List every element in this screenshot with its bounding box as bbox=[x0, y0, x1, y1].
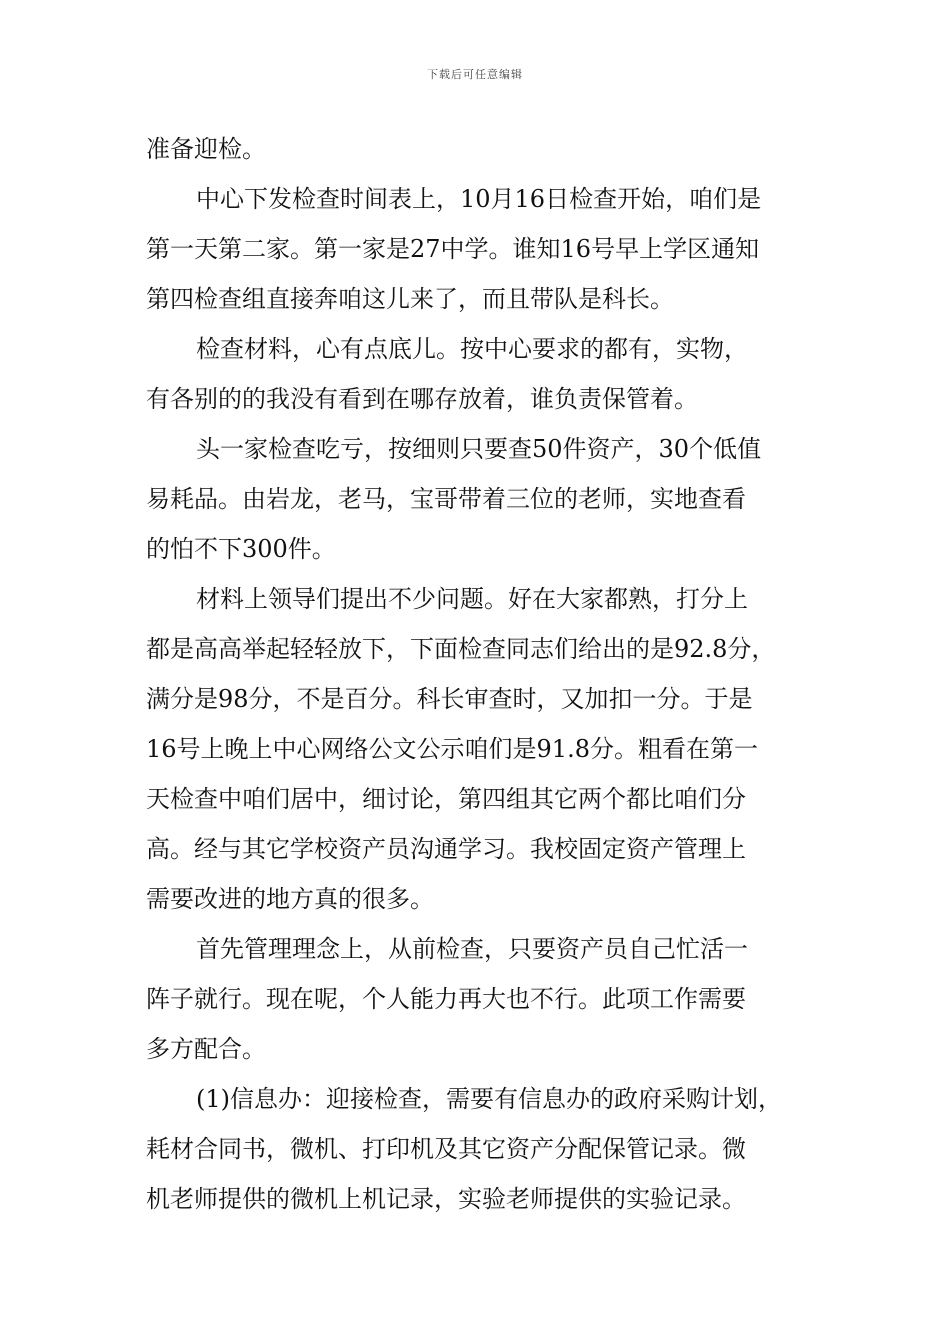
page-header: 下载后可任意编辑 bbox=[427, 68, 523, 81]
paragraph-line: 多方配合。 bbox=[146, 1035, 266, 1063]
paragraph-line: 16号上晚上中心网络公文公示咱们是91.8分。粗看在第一 bbox=[146, 735, 758, 763]
paragraph-line: 需要改进的地方真的很多。 bbox=[146, 885, 434, 913]
paragraph-line: 耗材合同书，微机、打印机及其它资产分配保管记录。微 bbox=[146, 1135, 746, 1163]
paragraph-line: 头一家检查吃亏，按细则只要查50件资产，30个低值 bbox=[196, 435, 762, 463]
paragraph-line: 检查材料，心有点底儿。按中心要求的都有，实物， bbox=[196, 335, 748, 363]
document-body bbox=[146, 124, 811, 1224]
paragraph-line: 天检查中咱们居中，细讨论，第四组其它两个都比咱们分 bbox=[146, 785, 746, 813]
paragraph-line: 高。经与其它学校资产员沟通学习。我校固定资产管理上 bbox=[146, 835, 746, 863]
paragraph-line: 第一天第二家。第一家是27中学。谁知16号早上学区通知 bbox=[146, 235, 760, 263]
paragraph-line: 中心下发检查时间表上，10月16日检查开始，咱们是 bbox=[196, 185, 762, 213]
paragraph-line: 材料上领导们提出不少问题。好在大家都熟，打分上 bbox=[196, 585, 748, 613]
paragraph-line: 首先管理理念上，从前检查，只要资产员自己忙活一 bbox=[196, 935, 748, 963]
paragraph-line: 满分是98分，不是百分。科长审查时，又加扣一分。于是 bbox=[146, 685, 753, 713]
paragraph-line: 第四检查组直接奔咱这儿来了，而且带队是科长。 bbox=[146, 285, 674, 313]
paragraph-line: 阵子就行。现在呢，个人能力再大也不行。此项工作需要 bbox=[146, 985, 746, 1013]
paragraph-line: 的怕不下300件。 bbox=[146, 535, 336, 563]
paragraph-line: 机老师提供的微机上机记录，实验老师提供的实验记录。 bbox=[146, 1185, 746, 1213]
paragraph-line: 准备迎检。 bbox=[146, 135, 266, 163]
paragraph-line: 易耗品。由岩龙，老马，宝哥带着三位的老师，实地查看 bbox=[146, 485, 746, 513]
paragraph-line: 有各别的的我没有看到在哪存放着，谁负责保管着。 bbox=[146, 385, 698, 413]
paragraph-line: 都是高高举起轻轻放下，下面检查同志们给出的是92.8分， bbox=[146, 635, 776, 663]
paragraph-line: (1)信息办：迎接检查，需要有信息办的政府采购计划， bbox=[196, 1085, 782, 1113]
